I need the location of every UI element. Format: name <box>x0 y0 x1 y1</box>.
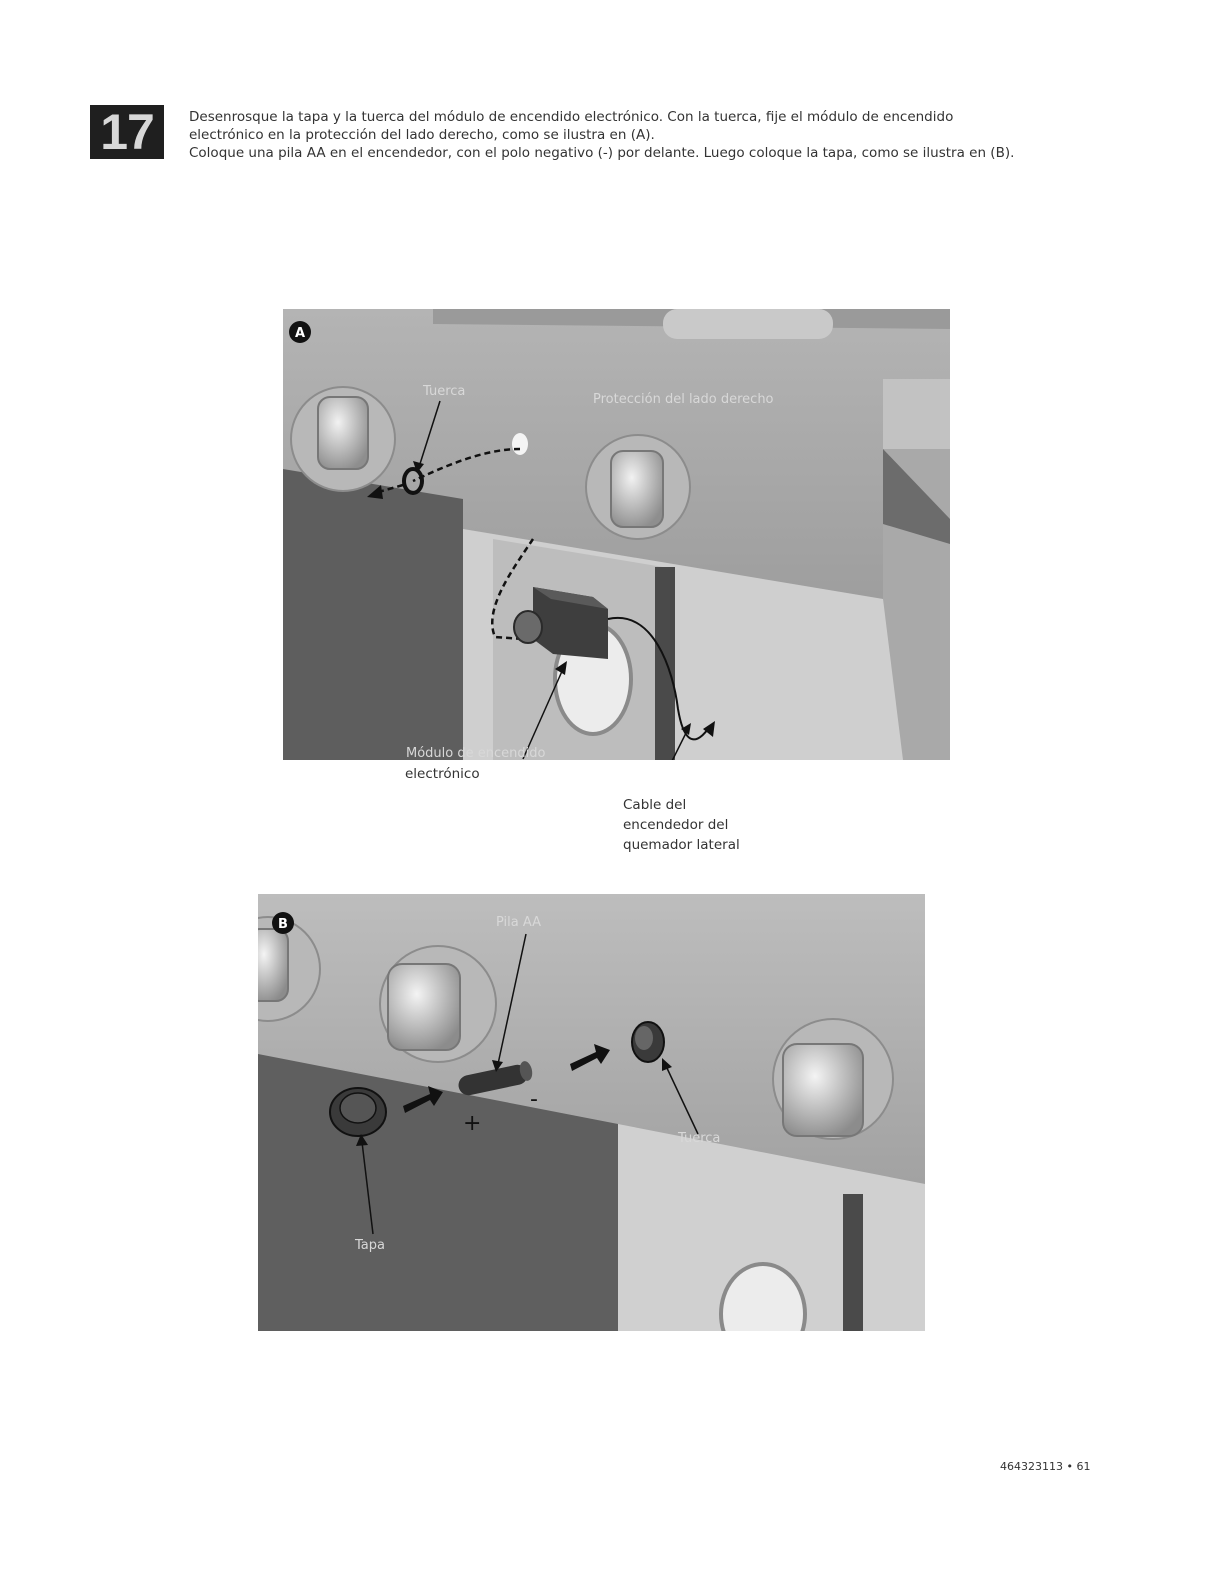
instruction-line-2: electrónico en la protección del lado derecho, como se ilustra en (A). <box>189 127 655 143</box>
figure-a-cable-label-line3: quemador lateral <box>623 837 740 853</box>
figure-a-module-label: Módulo de encendido <box>406 746 546 760</box>
page-footer: 464323113 • 61 <box>1000 1460 1091 1473</box>
plus-sign: + <box>463 1111 482 1136</box>
minus-sign: - <box>530 1087 538 1112</box>
figure-b-battery-label: Pila AA <box>496 915 542 930</box>
step-number-badge: 17 <box>90 105 164 159</box>
figure-a-cable-label-line1: Cable del <box>623 797 687 813</box>
figure-a-cable-label <box>623 795 740 855</box>
figure-a-cable-label-line2: encendedor del <box>623 817 729 833</box>
figure-a-module-label-line2: electrónico <box>405 766 480 782</box>
figure-a-badge: A <box>294 326 306 341</box>
figure-b-illustration <box>258 894 925 1331</box>
figure-b-badge: B <box>278 917 288 932</box>
instruction-line-1: Desenrosque la tapa y la tuerca del módulo de encendido electrónico. Con la tuerca, fije el módulo de encendido <box>189 109 954 125</box>
figure-a-illustration <box>283 309 950 760</box>
figure-b-cap-label: Tapa <box>355 1238 385 1253</box>
instruction-line-3: Coloque una pila AA en el encendedor, con el polo negativo (-) por delante. Luego coloque la tapa, como se ilustra en (B). <box>189 145 1015 161</box>
figure-a-shield-label: Protección del lado derecho <box>593 392 774 407</box>
figure-b-nut-label: Tuerca <box>678 1131 721 1146</box>
figure-a-nut-label: Tuerca <box>423 384 466 399</box>
instructions-text <box>189 108 1149 162</box>
